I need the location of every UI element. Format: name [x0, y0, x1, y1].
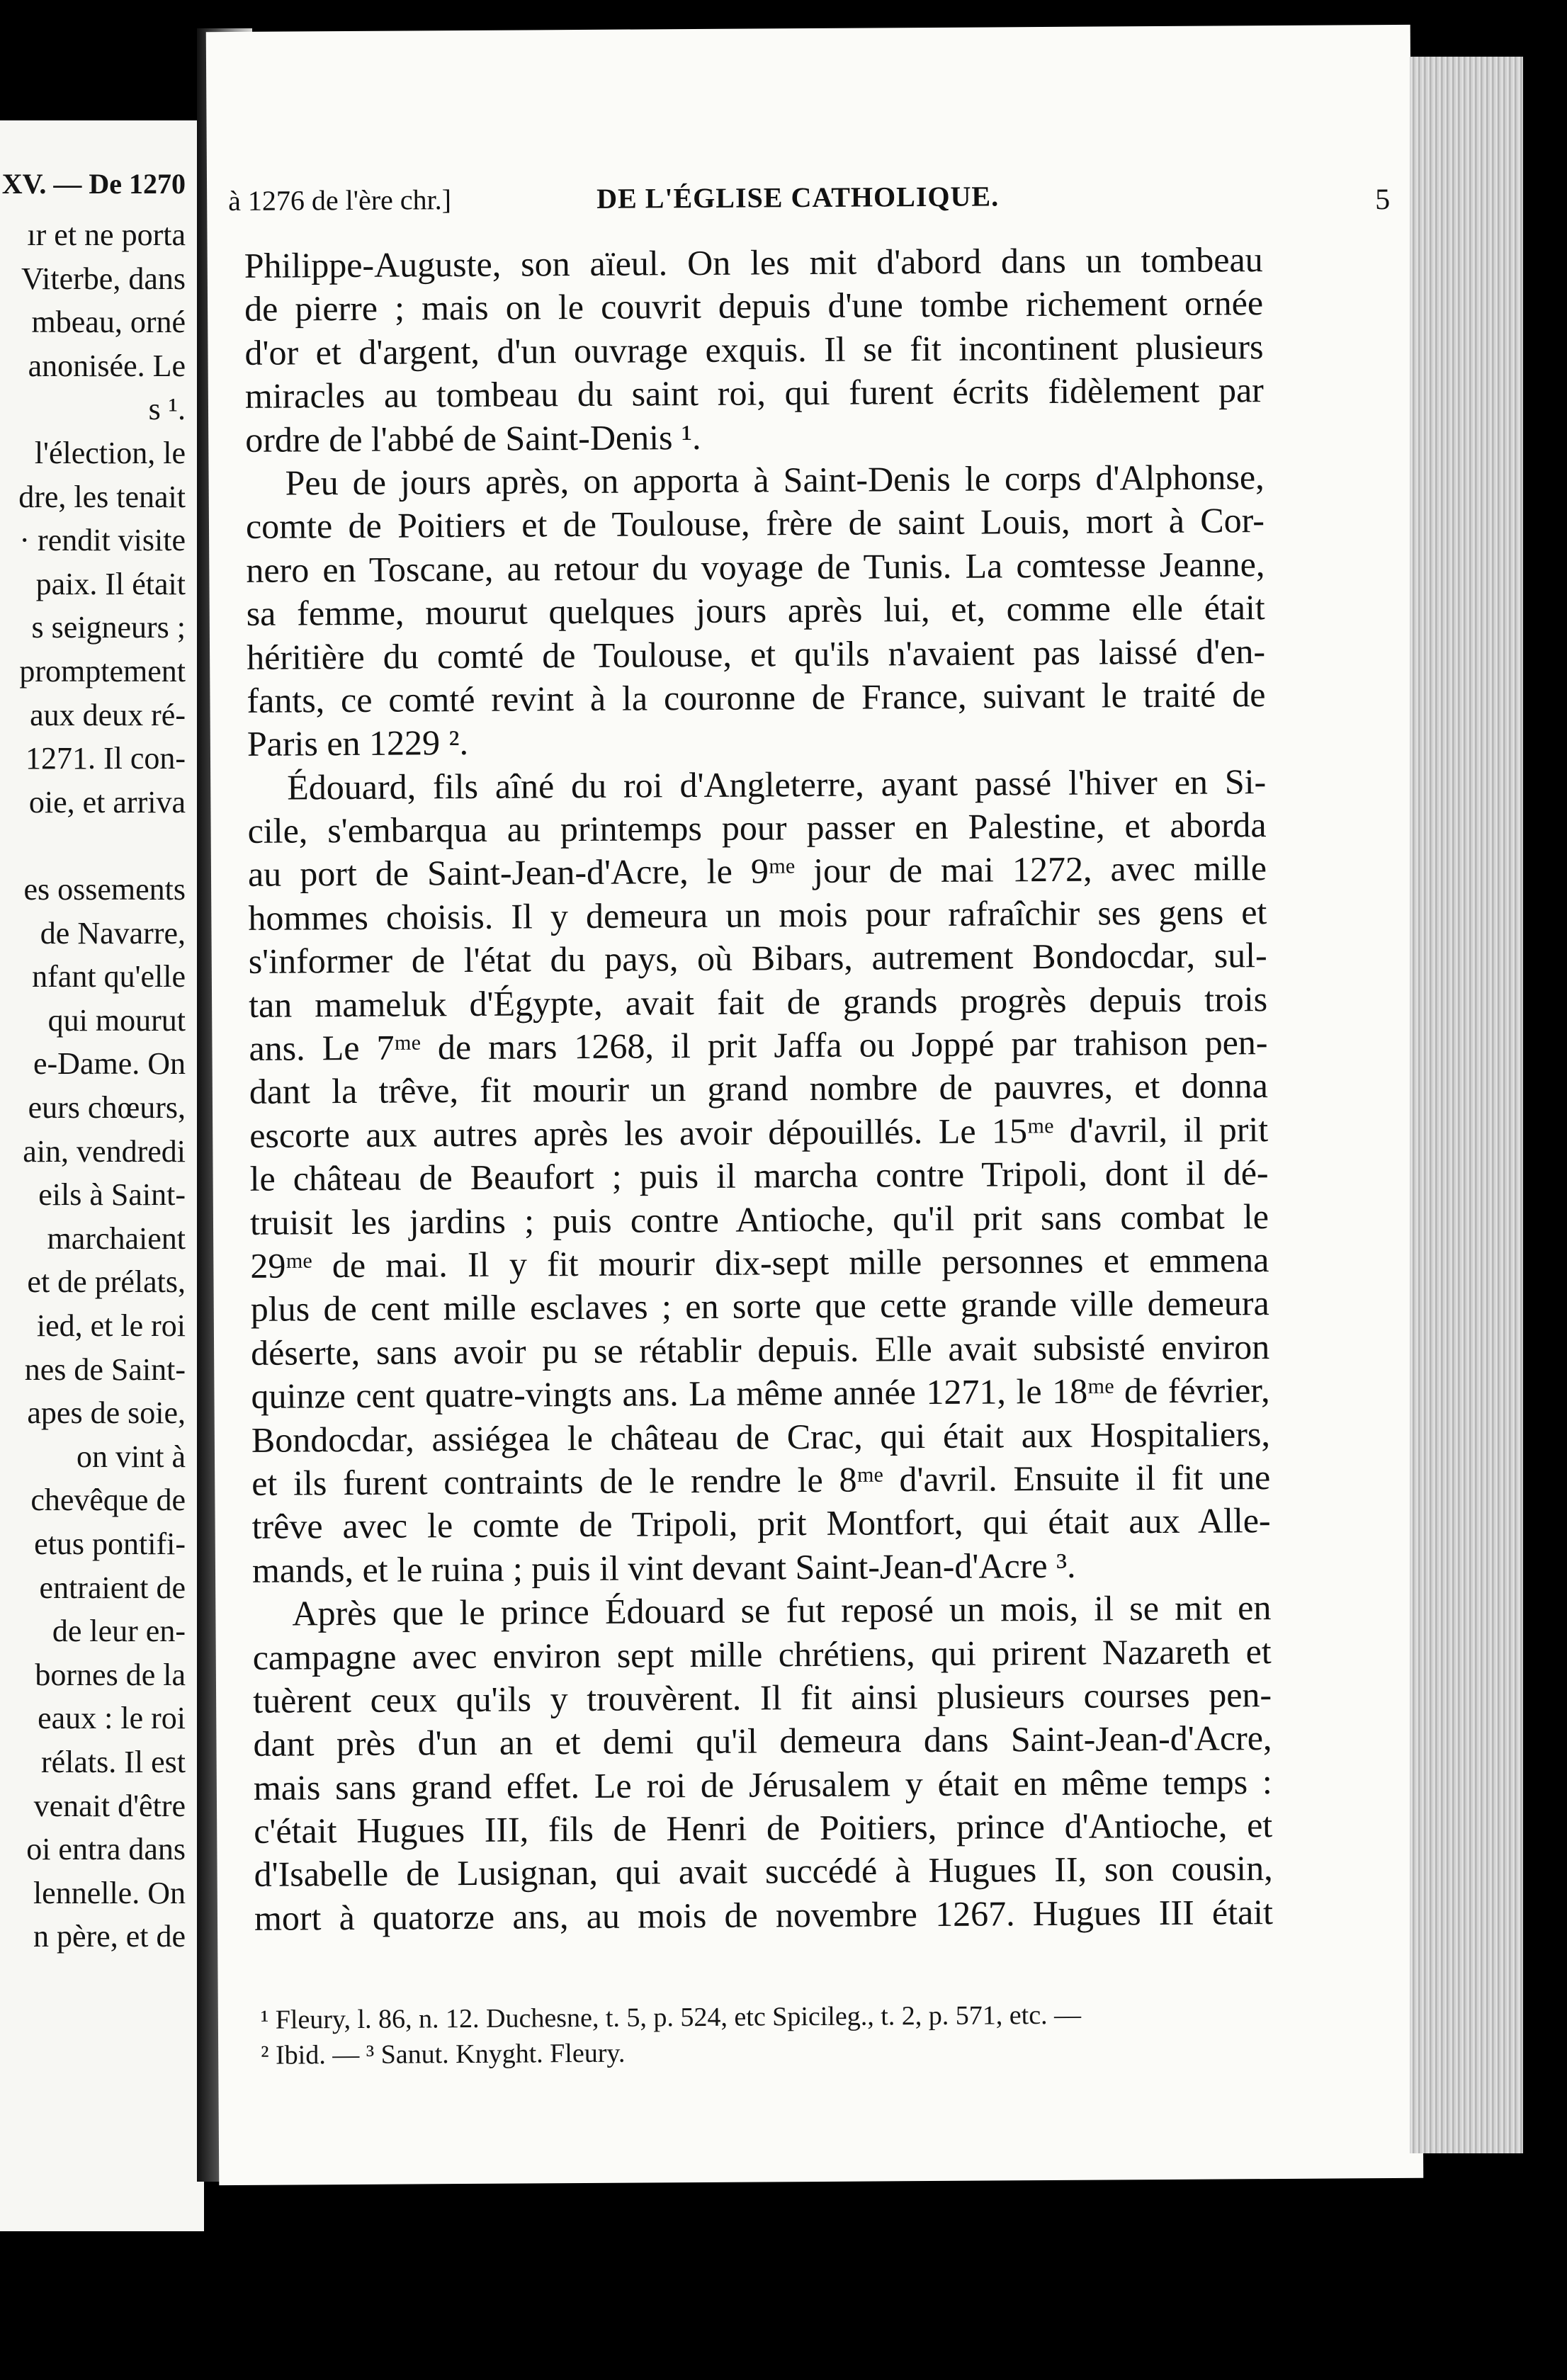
running-head-date-range: à 1276 de l'ère chr.] [228, 183, 452, 217]
text-line: Philippe-Auguste, son aïeul. On les mit d'abord dans un tombeau [244, 239, 1263, 285]
text-line: comte de Poitiers et de Toulouse, frère de saint Louis, mort à Cor- [245, 500, 1265, 547]
text-line: déserte, sans avoir pu se rétablir depuis. Elle avait subsisté environ [250, 1326, 1270, 1373]
text-line: quinze cent quatre-vingts ans. La même année 1271, le 18ᵐᵉ de février, [251, 1370, 1270, 1417]
text-line: nero en Toscane, au retour du voyage de Tunis. La comtesse Jeanne, [246, 543, 1265, 590]
text-line: mands, et le ruina ; puis il vint devant Saint-Jean-d'Acre ³. [251, 1545, 1076, 1590]
facing-page-line: Viterbe, dans [21, 261, 186, 296]
text-line: Bondocdar, assiégea le château de Crac, qui était aux Hospitaliers, [251, 1413, 1271, 1460]
text-line: d'or et d'argent, d'un ouvrage exquis. Il se fit incontinent plusieurs [244, 326, 1264, 373]
text-line: Peu de jours après, on apporta à Saint-Denis le corps d'Alphonse, [285, 457, 1265, 503]
facing-page-line: l'élection, le [34, 436, 186, 470]
text-line: ordre de l'abbé de Saint-Denis ¹. [245, 416, 701, 460]
facing-page [0, 120, 204, 2231]
text-line: cile, s'embarqua au printemps pour passer en Palestine, et aborda [247, 805, 1267, 851]
text-line: trêve avec le comte de Tripoli, prit Montfort, qui était aux Alle- [251, 1500, 1271, 1547]
facing-page-line: eurs chœurs, [28, 1090, 186, 1125]
facing-page-line: mbeau, orné [31, 305, 186, 340]
running-head [228, 177, 1391, 217]
facing-page-line: rélats. Il est [40, 1745, 186, 1779]
facing-page-line: ain, vendredi [23, 1133, 186, 1169]
text-line: sa femme, mourut quelques jours après lui, et, comme elle était [246, 587, 1265, 634]
footnotes [261, 1996, 1274, 2073]
text-line: mort à quatorze ans, au mois de novembre 1267. Hugues III était [254, 1891, 1274, 1938]
facing-page-line: ır et ne porta [27, 217, 186, 252]
text-line: et ils furent contraints de le rendre le 8ᵐᵉ d'avril. Ensuite il fit une [251, 1457, 1271, 1503]
facing-page-line: eils à Saint- [38, 1177, 186, 1213]
footnote-line: ² Ibid. — ³ Sanut. Knyght. Fleury. [261, 2038, 626, 2070]
facing-page-line: qui mourut [47, 1002, 186, 1038]
book-page [206, 25, 1424, 2185]
text-line: mais sans grand effet. Le roi de Jérusalem y était en même temps : [253, 1761, 1273, 1808]
text-line: dant près d'un an et demi qu'il demeura dans Saint-Jean-d'Acre, [253, 1718, 1272, 1764]
text-line: dant la trêve, fit mourir un grand nombre de pauvres, et donna [249, 1065, 1269, 1112]
facing-page-line: oi entra dans [26, 1832, 186, 1867]
text-line: ans. Le 7ᵐᵉ de mars 1268, il prit Jaffa ou Joppé par trahison pen- [249, 1022, 1268, 1068]
facing-page-line: 1271. Il con- [25, 741, 186, 776]
running-head-title: DE L'ÉGLISE CATHOLIQUE. [596, 180, 1000, 215]
footnote-line: ¹ Fleury, l. 86, n. 12. Duchesne, t. 5, p. 524, etc Spicileg., t. 2, p. 571, etc. — [260, 2000, 1082, 2035]
facing-page-line: es ossements [23, 872, 186, 907]
facing-page-line: s seigneurs ; [31, 610, 186, 645]
facing-page-line: chevêque de [30, 1483, 186, 1518]
text-line: de pierre ; mais on le couvrit depuis d'une tombe richement ornée [244, 283, 1264, 329]
text-line: plus de cent mille esclaves ; en sorte que cette grande ville demeura [250, 1283, 1269, 1330]
text-line: hommes choisis. Il y demeura un mois pour rafraîchir ses gens et [248, 891, 1267, 938]
facing-page-line: nfant qu'elle [32, 959, 186, 994]
facing-page-line: marchaient [47, 1220, 186, 1256]
facing-page-line: · rendit visite [19, 523, 186, 558]
facing-page-line: entraient de [39, 1570, 186, 1605]
facing-page-line: lennelle. On [33, 1875, 186, 1910]
facing-page-line: oie, et arriva [28, 784, 186, 820]
text-line: Paris en 1229 ². [247, 722, 469, 764]
text-line: le château de Beaufort ; puis il marcha contre Tripoli, dont il dé- [249, 1152, 1269, 1199]
text-line: héritière du comté de Toulouse, et qu'ils n'avaient pas laissé d'en- [246, 630, 1266, 677]
facing-page-line: n père, et de [33, 1919, 186, 1954]
body-text [244, 238, 1274, 1940]
facing-page-line: eaux : le roi [38, 1701, 186, 1736]
facing-page-line: de leur en- [52, 1614, 186, 1649]
text-line: campagne avec environ sept mille chrétiens, qui prirent Nazareth et [252, 1631, 1272, 1677]
text-line: escorte aux autres après les avoir dépouillés. Le 15ᵐᵉ d'avril, il prit [249, 1109, 1269, 1155]
text-line: fants, ce comté revint à la couronne de France, suivant le traité de [247, 674, 1266, 720]
facing-page-line: venait d'être [33, 1788, 186, 1823]
text-line: tuèrent ceux qu'ils y trouvèrent. Il fit ainsi plusieurs courses pen- [252, 1674, 1272, 1721]
facing-page-line: promptement [19, 654, 186, 688]
facing-page-line: anonisée. Le [28, 348, 186, 383]
page-number: 5 [1375, 183, 1391, 217]
text-line: Après que le prince Édouard se fut reposé un mois, il se mit en [292, 1587, 1272, 1633]
facing-page-line: de Navarre, [40, 915, 186, 951]
facing-page-line: s ¹. [148, 392, 186, 427]
text-line: 29ᵐᵉ de mai. Il y fit mourir dix-sept mille personnes et emmena [250, 1240, 1269, 1286]
facing-page-line: dre, les tenait [18, 479, 186, 514]
text-line: au port de Saint-Jean-d'Acre, le 9ᵐᵉ jour de mai 1272, avec mille [247, 848, 1267, 895]
facing-page-line: apes de soie, [27, 1395, 186, 1431]
text-line: c'était Hugues III, fils de Henri de Poitiers, prince d'Antioche, et [254, 1805, 1273, 1851]
facing-page-line: ied, et le roi [36, 1308, 186, 1343]
page-stack-edge [1410, 57, 1523, 2153]
facing-page-running-head: XV. — De 1270 [1, 168, 186, 200]
text-line: s'informer de l'état du pays, où Bibars, autrement Bondocdar, sul- [248, 935, 1267, 982]
facing-page-line: bornes de la [35, 1657, 186, 1692]
text-line: tan mameluk d'Égypte, avait fait de grands progrès depuis trois [248, 978, 1268, 1025]
text-line: miracles au tombeau du saint roi, qui furent écrits fidèlement par [244, 370, 1265, 416]
facing-page-line: nes de Saint- [24, 1352, 186, 1387]
facing-page-line: paix. Il était [35, 566, 186, 601]
text-line: Édouard, fils aîné du roi d'Angleterre, ayant passé l'hiver en Si- [287, 761, 1267, 808]
facing-page-line: aux deux ré- [30, 697, 186, 732]
text-line: d'Isabelle de Lusignan, qui avait succédé à Hugues II, son cousin, [254, 1848, 1273, 1895]
facing-page-line: et de prélats, [27, 1264, 186, 1300]
facing-page-line: on vint à [77, 1439, 186, 1474]
facing-page-line: e-Dame. On [33, 1046, 186, 1082]
facing-page-line: etus pontifi- [34, 1526, 186, 1561]
text-line: truisit les jardins ; puis contre Antioche, qu'il prit sans combat le [249, 1196, 1269, 1242]
